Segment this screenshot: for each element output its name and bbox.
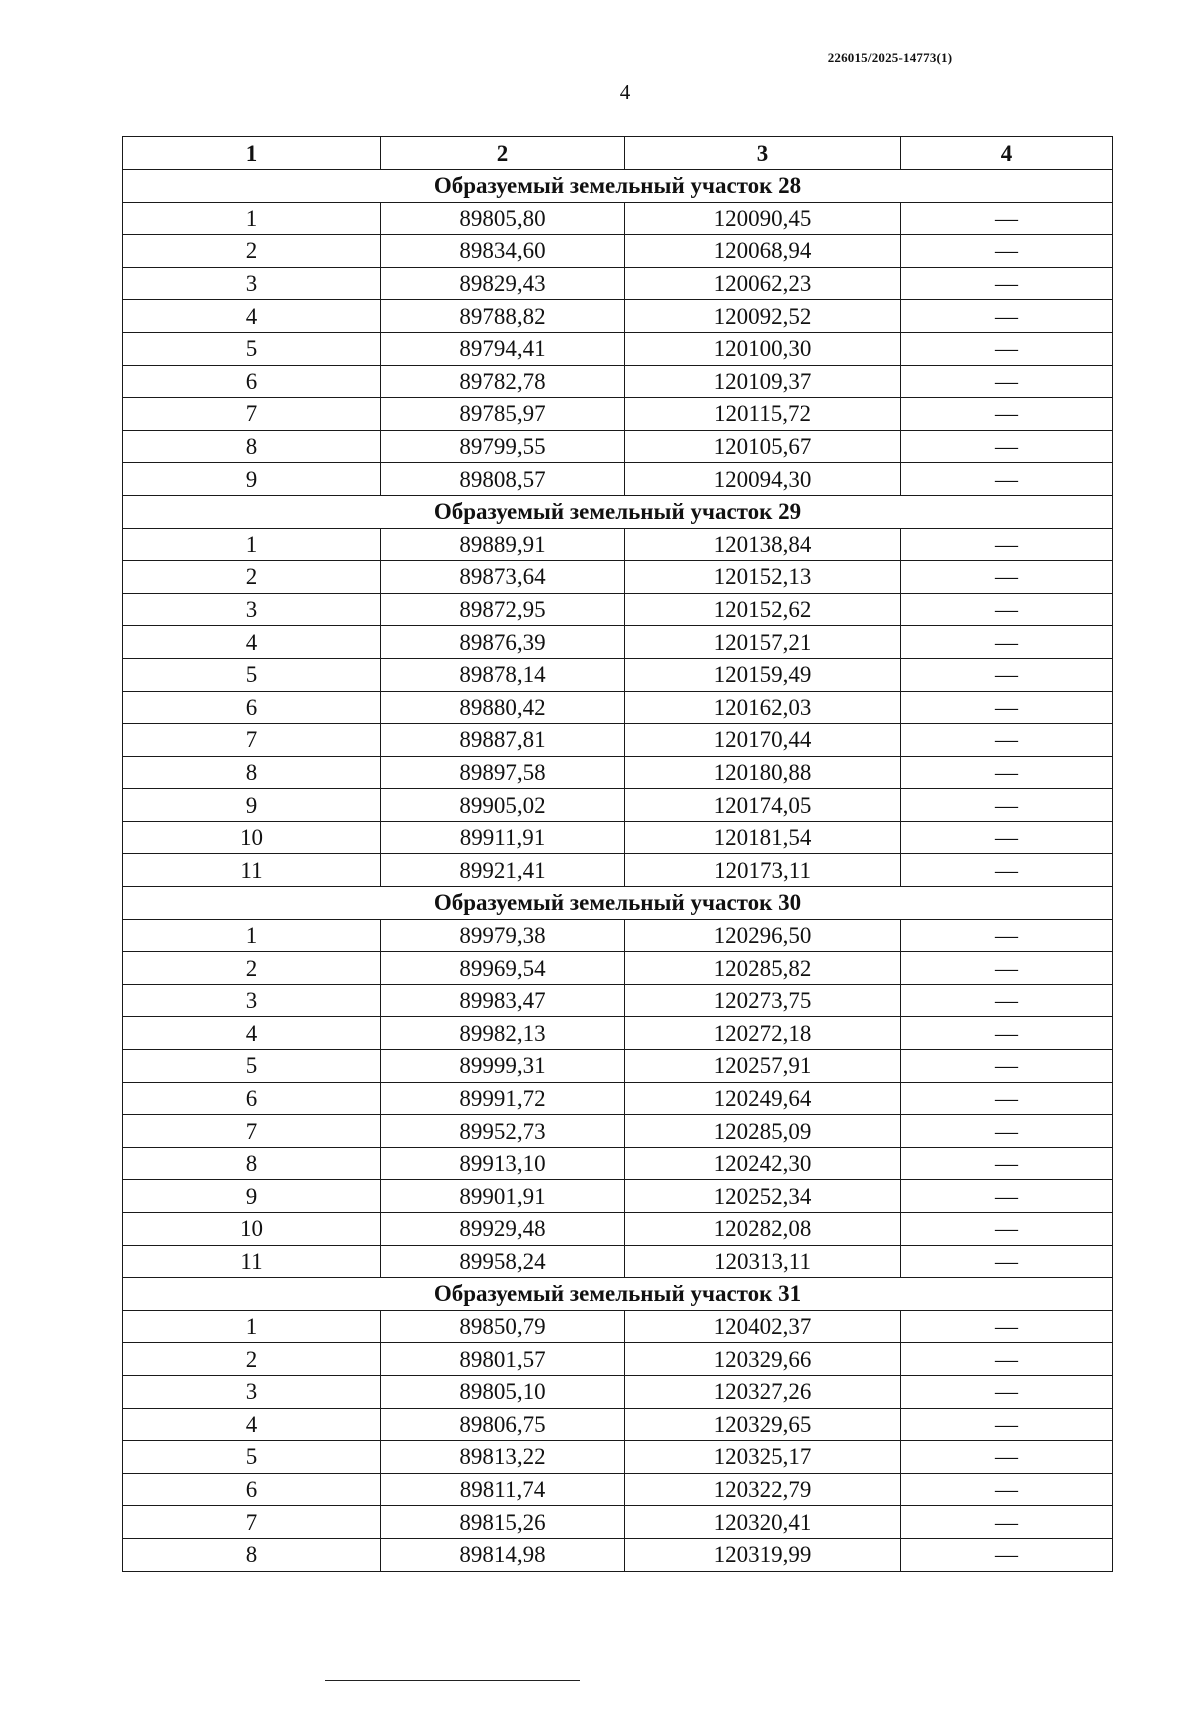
table-row xyxy=(123,658,1113,691)
y-coordinate-cell: 120159,49 xyxy=(625,658,901,691)
y-coordinate-cell: 120285,82 xyxy=(625,952,901,985)
dash-cell: — xyxy=(901,1538,1113,1571)
table-header-row xyxy=(123,137,1113,170)
y-coordinate-cell: 120249,64 xyxy=(625,1082,901,1115)
dash-cell: — xyxy=(901,267,1113,300)
section-title-row xyxy=(123,1278,1113,1311)
dash-cell: — xyxy=(901,1310,1113,1343)
table-row xyxy=(123,1180,1113,1213)
dash-cell: — xyxy=(901,1375,1113,1408)
table-row xyxy=(123,789,1113,822)
y-coordinate-cell: 120181,54 xyxy=(625,821,901,854)
point-number-cell: 1 xyxy=(123,202,381,235)
document-number: 226015/2025-14773(1) xyxy=(827,50,953,65)
x-coordinate-cell: 89911,91 xyxy=(381,821,625,854)
table-row xyxy=(123,691,1113,724)
y-coordinate-cell: 120282,08 xyxy=(625,1213,901,1246)
x-coordinate-cell: 89805,10 xyxy=(381,1375,625,1408)
x-coordinate-cell: 89901,91 xyxy=(381,1180,625,1213)
y-coordinate-cell: 120170,44 xyxy=(625,724,901,757)
y-coordinate-cell: 120105,67 xyxy=(625,430,901,463)
coordinates-table-body xyxy=(123,137,1113,1572)
x-coordinate-cell: 89897,58 xyxy=(381,756,625,789)
x-coordinate-cell: 89801,57 xyxy=(381,1343,625,1376)
y-coordinate-cell: 120174,05 xyxy=(625,789,901,822)
dash-cell: — xyxy=(901,300,1113,333)
dash-cell: — xyxy=(901,1017,1113,1050)
dash-cell: — xyxy=(901,1473,1113,1506)
x-coordinate-cell: 89782,78 xyxy=(381,365,625,398)
dash-cell: — xyxy=(901,1115,1113,1148)
table-row xyxy=(123,626,1113,659)
point-number-cell: 2 xyxy=(123,1343,381,1376)
table-row xyxy=(123,300,1113,333)
y-coordinate-cell: 120329,65 xyxy=(625,1408,901,1441)
table-row xyxy=(123,365,1113,398)
dash-cell: — xyxy=(901,789,1113,822)
coordinates-table xyxy=(122,136,1113,1572)
x-coordinate-cell: 89850,79 xyxy=(381,1310,625,1343)
dash-cell: — xyxy=(901,1147,1113,1180)
table-row xyxy=(123,430,1113,463)
dash-cell: — xyxy=(901,332,1113,365)
y-coordinate-cell: 120327,26 xyxy=(625,1375,901,1408)
dash-cell: — xyxy=(901,430,1113,463)
table-row xyxy=(123,1147,1113,1180)
point-number-cell: 4 xyxy=(123,1408,381,1441)
x-coordinate-cell: 89979,38 xyxy=(381,919,625,952)
dash-cell: — xyxy=(901,821,1113,854)
y-coordinate-cell: 120062,23 xyxy=(625,267,901,300)
x-coordinate-cell: 89872,95 xyxy=(381,593,625,626)
section-title-row xyxy=(123,170,1113,203)
table-row xyxy=(123,1115,1113,1148)
table-row xyxy=(123,202,1113,235)
x-coordinate-cell: 89806,75 xyxy=(381,1408,625,1441)
y-coordinate-cell: 120068,94 xyxy=(625,235,901,268)
dash-cell: — xyxy=(901,528,1113,561)
point-number-cell: 3 xyxy=(123,593,381,626)
point-number-cell: 7 xyxy=(123,724,381,757)
y-coordinate-cell: 120242,30 xyxy=(625,1147,901,1180)
table-row xyxy=(123,854,1113,887)
table-row xyxy=(123,528,1113,561)
table-row xyxy=(123,235,1113,268)
point-number-cell: 10 xyxy=(123,821,381,854)
point-number-cell: 1 xyxy=(123,1310,381,1343)
point-number-cell: 5 xyxy=(123,1050,381,1083)
y-coordinate-cell: 120115,72 xyxy=(625,398,901,431)
table-row xyxy=(123,1343,1113,1376)
section-title-row xyxy=(123,495,1113,528)
point-number-cell: 7 xyxy=(123,1115,381,1148)
footer-rule xyxy=(325,1680,580,1681)
x-coordinate-cell: 89799,55 xyxy=(381,430,625,463)
dash-cell: — xyxy=(901,1506,1113,1539)
x-coordinate-cell: 89834,60 xyxy=(381,235,625,268)
dash-cell: — xyxy=(901,952,1113,985)
y-coordinate-cell: 120162,03 xyxy=(625,691,901,724)
table-row xyxy=(123,1538,1113,1571)
x-coordinate-cell: 89999,31 xyxy=(381,1050,625,1083)
y-coordinate-cell: 120272,18 xyxy=(625,1017,901,1050)
table-row xyxy=(123,1408,1113,1441)
x-coordinate-cell: 89913,10 xyxy=(381,1147,625,1180)
point-number-cell: 9 xyxy=(123,789,381,822)
point-number-cell: 2 xyxy=(123,952,381,985)
table-row xyxy=(123,1082,1113,1115)
y-coordinate-cell: 120296,50 xyxy=(625,919,901,952)
y-coordinate-cell: 120138,84 xyxy=(625,528,901,561)
point-number-cell: 2 xyxy=(123,561,381,594)
y-coordinate-cell: 120090,45 xyxy=(625,202,901,235)
dash-cell: — xyxy=(901,398,1113,431)
y-coordinate-cell: 120152,13 xyxy=(625,561,901,594)
x-coordinate-cell: 89813,22 xyxy=(381,1441,625,1474)
dash-cell: — xyxy=(901,1180,1113,1213)
dash-cell: — xyxy=(901,1245,1113,1278)
dash-cell: — xyxy=(901,1213,1113,1246)
column-header: 1 xyxy=(123,137,381,170)
section-title: Образуемый земельный участок 30 xyxy=(123,887,1113,920)
dash-cell: — xyxy=(901,1343,1113,1376)
dash-cell: — xyxy=(901,365,1113,398)
dash-cell: — xyxy=(901,984,1113,1017)
dash-cell: — xyxy=(901,202,1113,235)
point-number-cell: 9 xyxy=(123,1180,381,1213)
point-number-cell: 6 xyxy=(123,691,381,724)
section-title: Образуемый земельный участок 29 xyxy=(123,495,1113,528)
point-number-cell: 1 xyxy=(123,528,381,561)
y-coordinate-cell: 120109,37 xyxy=(625,365,901,398)
dash-cell: — xyxy=(901,1441,1113,1474)
y-coordinate-cell: 120273,75 xyxy=(625,984,901,1017)
table-row xyxy=(123,332,1113,365)
x-coordinate-cell: 89991,72 xyxy=(381,1082,625,1115)
section-title: Образуемый земельный участок 28 xyxy=(123,170,1113,203)
x-coordinate-cell: 89873,64 xyxy=(381,561,625,594)
y-coordinate-cell: 120094,30 xyxy=(625,463,901,496)
dash-cell: — xyxy=(901,1408,1113,1441)
y-coordinate-cell: 120319,99 xyxy=(625,1538,901,1571)
y-coordinate-cell: 120325,17 xyxy=(625,1441,901,1474)
y-coordinate-cell: 120092,52 xyxy=(625,300,901,333)
dash-cell: — xyxy=(901,1082,1113,1115)
column-header: 3 xyxy=(625,137,901,170)
point-number-cell: 10 xyxy=(123,1213,381,1246)
dash-cell: — xyxy=(901,658,1113,691)
x-coordinate-cell: 89983,47 xyxy=(381,984,625,1017)
point-number-cell: 8 xyxy=(123,1147,381,1180)
table-row xyxy=(123,267,1113,300)
dash-cell: — xyxy=(901,561,1113,594)
point-number-cell: 11 xyxy=(123,854,381,887)
point-number-cell: 4 xyxy=(123,300,381,333)
table-row xyxy=(123,1017,1113,1050)
y-coordinate-cell: 120173,11 xyxy=(625,854,901,887)
x-coordinate-cell: 89921,41 xyxy=(381,854,625,887)
y-coordinate-cell: 120257,91 xyxy=(625,1050,901,1083)
y-coordinate-cell: 120252,34 xyxy=(625,1180,901,1213)
x-coordinate-cell: 89952,73 xyxy=(381,1115,625,1148)
point-number-cell: 3 xyxy=(123,984,381,1017)
point-number-cell: 8 xyxy=(123,1538,381,1571)
point-number-cell: 3 xyxy=(123,1375,381,1408)
x-coordinate-cell: 89815,26 xyxy=(381,1506,625,1539)
x-coordinate-cell: 89929,48 xyxy=(381,1213,625,1246)
dash-cell: — xyxy=(901,463,1113,496)
table-row xyxy=(123,1050,1113,1083)
point-number-cell: 6 xyxy=(123,1082,381,1115)
column-header: 4 xyxy=(901,137,1113,170)
point-number-cell: 6 xyxy=(123,365,381,398)
y-coordinate-cell: 120322,79 xyxy=(625,1473,901,1506)
point-number-cell: 5 xyxy=(123,1441,381,1474)
dash-cell: — xyxy=(901,1050,1113,1083)
x-coordinate-cell: 89811,74 xyxy=(381,1473,625,1506)
table-row xyxy=(123,1213,1113,1246)
y-coordinate-cell: 120180,88 xyxy=(625,756,901,789)
section-title: Образуемый земельный участок 31 xyxy=(123,1278,1113,1311)
table-row xyxy=(123,1245,1113,1278)
table-row xyxy=(123,1310,1113,1343)
table-row xyxy=(123,593,1113,626)
table-row xyxy=(123,1375,1113,1408)
point-number-cell: 6 xyxy=(123,1473,381,1506)
x-coordinate-cell: 89785,97 xyxy=(381,398,625,431)
x-coordinate-cell: 89878,14 xyxy=(381,658,625,691)
y-coordinate-cell: 120157,21 xyxy=(625,626,901,659)
x-coordinate-cell: 89788,82 xyxy=(381,300,625,333)
section-title-row xyxy=(123,887,1113,920)
y-coordinate-cell: 120329,66 xyxy=(625,1343,901,1376)
x-coordinate-cell: 89887,81 xyxy=(381,724,625,757)
column-header: 2 xyxy=(381,137,625,170)
x-coordinate-cell: 89808,57 xyxy=(381,463,625,496)
table-row xyxy=(123,463,1113,496)
point-number-cell: 7 xyxy=(123,1506,381,1539)
point-number-cell: 3 xyxy=(123,267,381,300)
y-coordinate-cell: 120100,30 xyxy=(625,332,901,365)
point-number-cell: 8 xyxy=(123,430,381,463)
dash-cell: — xyxy=(901,691,1113,724)
point-number-cell: 4 xyxy=(123,626,381,659)
x-coordinate-cell: 89982,13 xyxy=(381,1017,625,1050)
table-row xyxy=(123,756,1113,789)
point-number-cell: 2 xyxy=(123,235,381,268)
point-number-cell: 1 xyxy=(123,919,381,952)
x-coordinate-cell: 89794,41 xyxy=(381,332,625,365)
table-row xyxy=(123,821,1113,854)
dash-cell: — xyxy=(901,626,1113,659)
point-number-cell: 8 xyxy=(123,756,381,789)
point-number-cell: 11 xyxy=(123,1245,381,1278)
y-coordinate-cell: 120313,11 xyxy=(625,1245,901,1278)
x-coordinate-cell: 89805,80 xyxy=(381,202,625,235)
table-row xyxy=(123,1473,1113,1506)
table-row xyxy=(123,724,1113,757)
y-coordinate-cell: 120402,37 xyxy=(625,1310,901,1343)
table-row xyxy=(123,1506,1113,1539)
dash-cell: — xyxy=(901,593,1113,626)
x-coordinate-cell: 89880,42 xyxy=(381,691,625,724)
dash-cell: — xyxy=(901,756,1113,789)
x-coordinate-cell: 89829,43 xyxy=(381,267,625,300)
x-coordinate-cell: 89814,98 xyxy=(381,1538,625,1571)
point-number-cell: 5 xyxy=(123,332,381,365)
table-row xyxy=(123,919,1113,952)
point-number-cell: 7 xyxy=(123,398,381,431)
table-row xyxy=(123,952,1113,985)
dash-cell: — xyxy=(901,724,1113,757)
table-row xyxy=(123,561,1113,594)
dash-cell: — xyxy=(901,235,1113,268)
page-number: 4 xyxy=(619,80,631,104)
table-row xyxy=(123,398,1113,431)
y-coordinate-cell: 120285,09 xyxy=(625,1115,901,1148)
x-coordinate-cell: 89905,02 xyxy=(381,789,625,822)
x-coordinate-cell: 89889,91 xyxy=(381,528,625,561)
y-coordinate-cell: 120320,41 xyxy=(625,1506,901,1539)
table-row xyxy=(123,1441,1113,1474)
dash-cell: — xyxy=(901,919,1113,952)
point-number-cell: 9 xyxy=(123,463,381,496)
table-row xyxy=(123,984,1113,1017)
x-coordinate-cell: 89969,54 xyxy=(381,952,625,985)
x-coordinate-cell: 89958,24 xyxy=(381,1245,625,1278)
dash-cell: — xyxy=(901,854,1113,887)
point-number-cell: 4 xyxy=(123,1017,381,1050)
point-number-cell: 5 xyxy=(123,658,381,691)
x-coordinate-cell: 89876,39 xyxy=(381,626,625,659)
y-coordinate-cell: 120152,62 xyxy=(625,593,901,626)
